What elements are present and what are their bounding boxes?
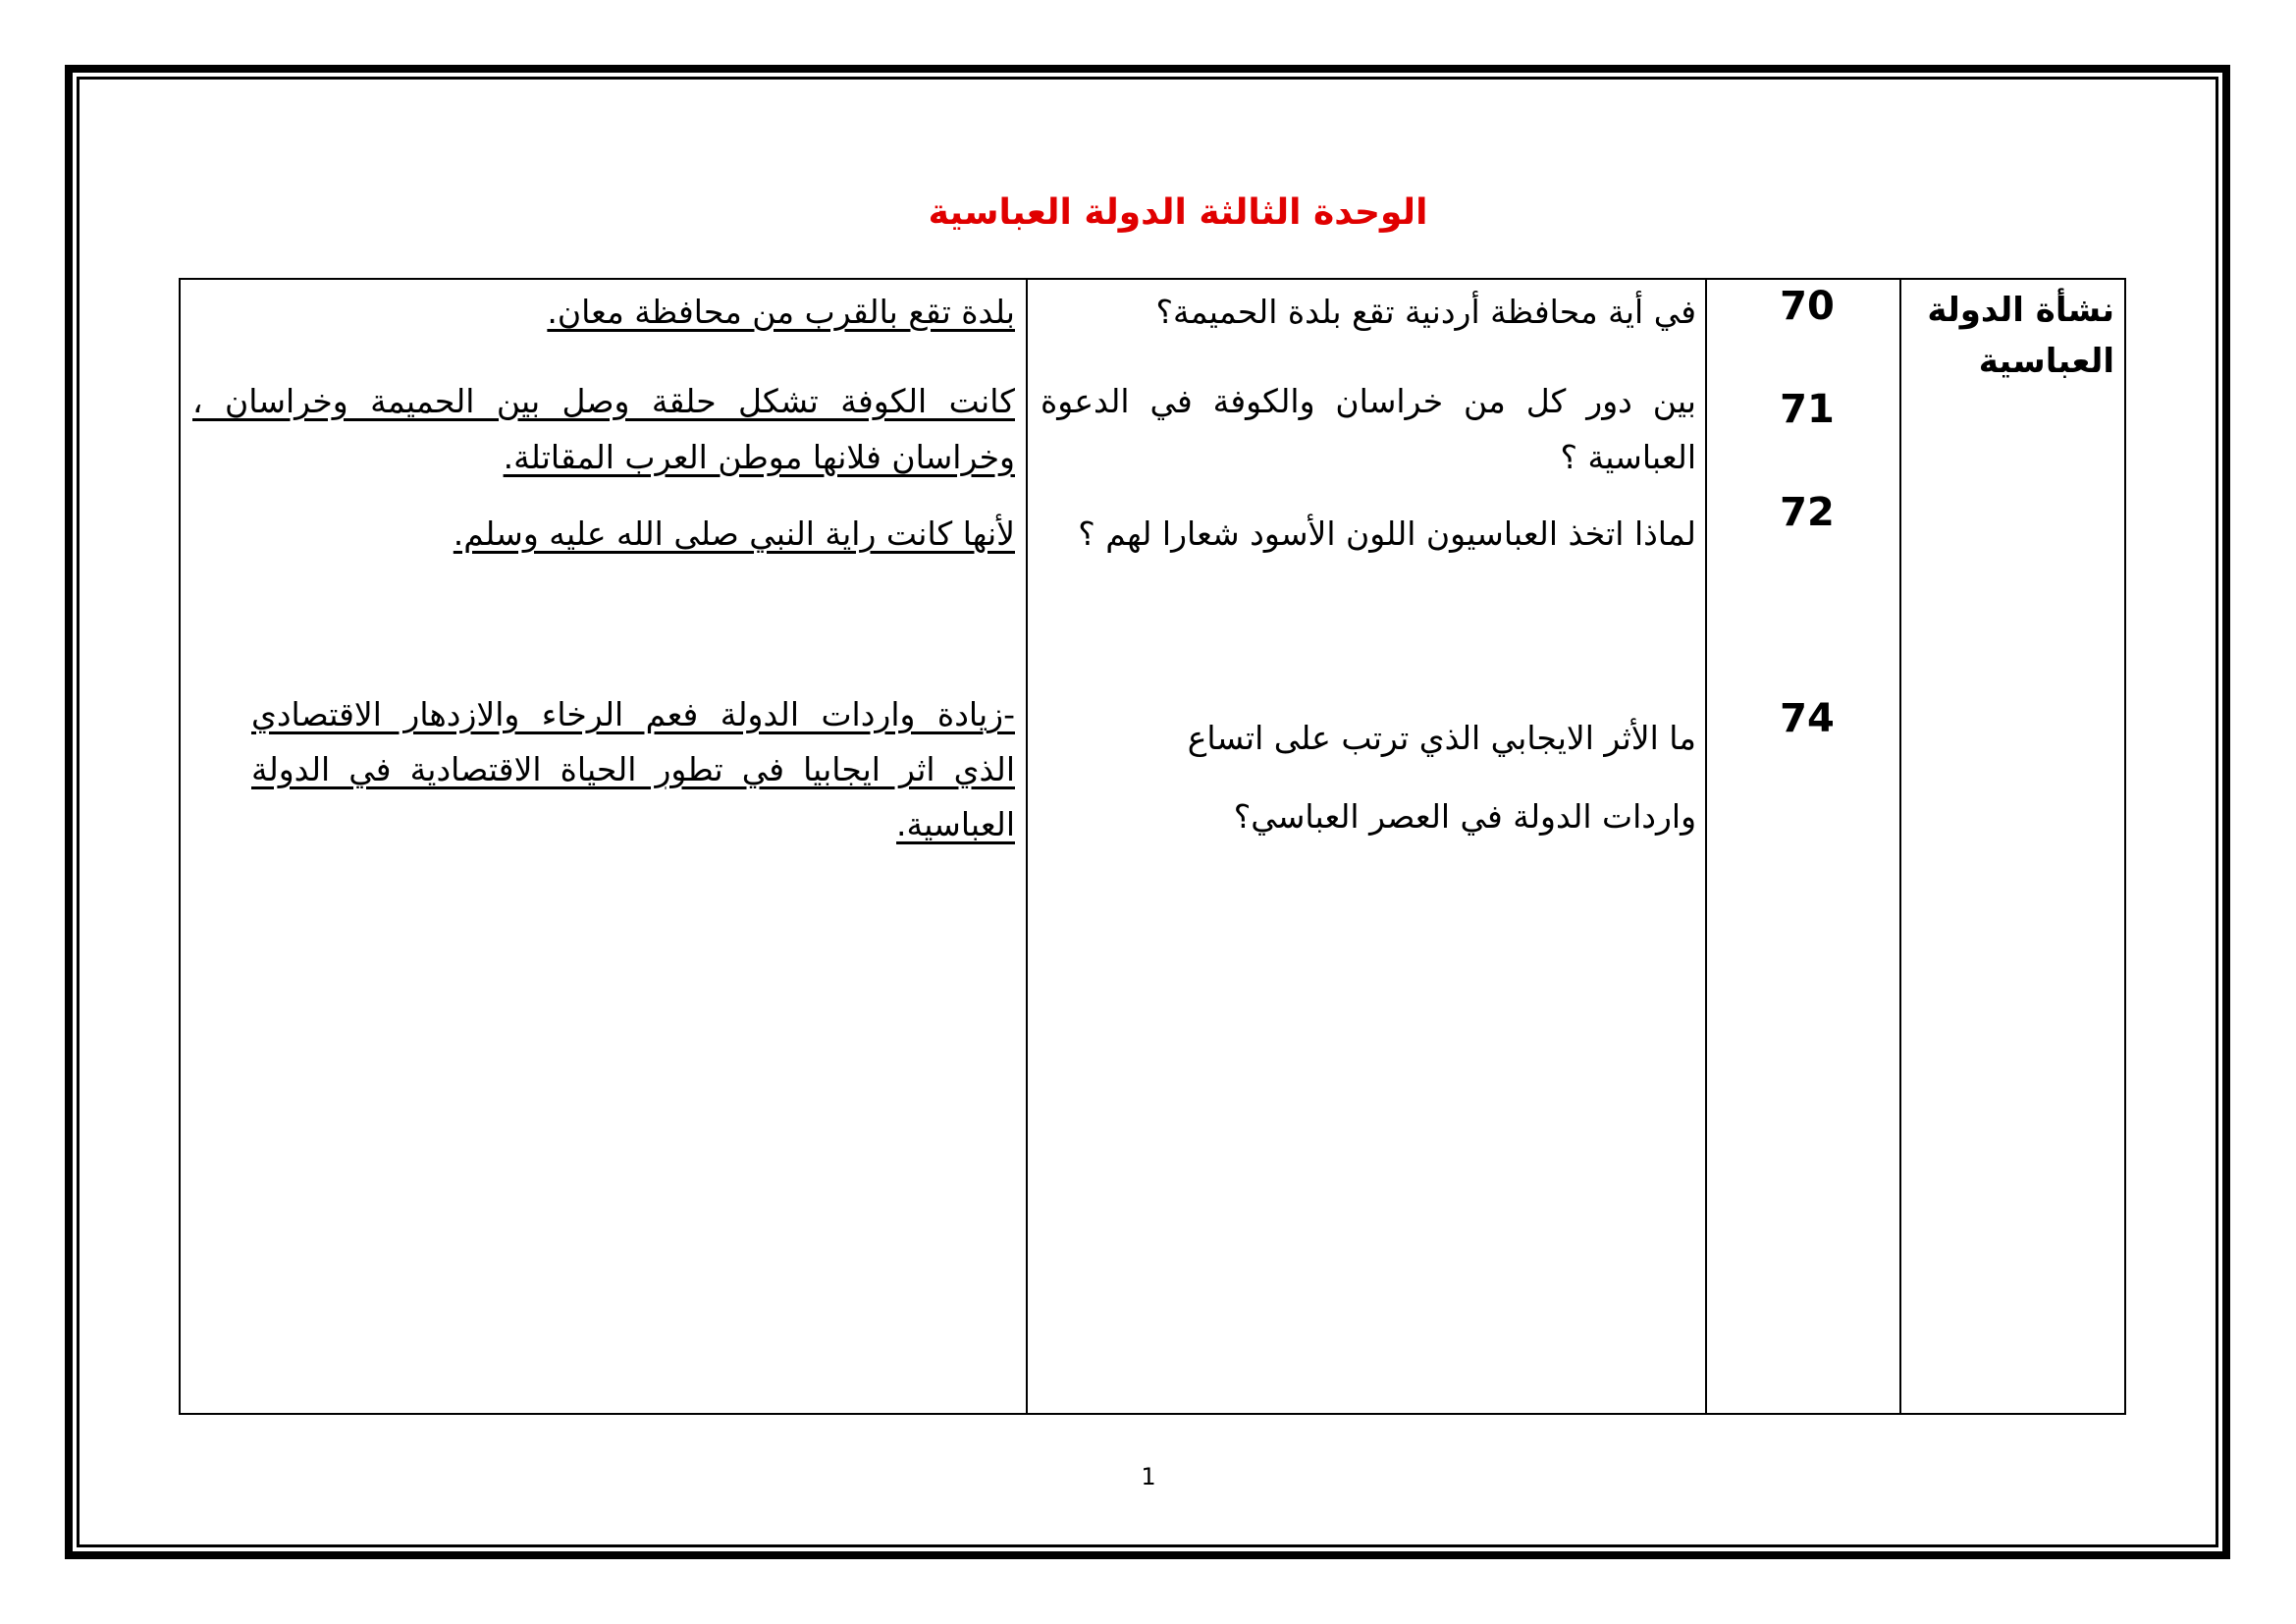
answer-text: كانت الكوفة تشكل حلقة وصل بين الحميمة وخراسان ، وخراسان فلانها موطن العرب المقاتلة. xyxy=(192,382,1015,476)
answer-text: بلدة تقع بالقرب من محافظة معان. xyxy=(547,293,1015,331)
page-title: الوحدة الثالثة الدولة العباسية xyxy=(928,192,1428,233)
column-divider xyxy=(1705,278,1707,1415)
question-number: 71 xyxy=(1780,387,1835,432)
question-text: في أية محافظة أردنية تقع بلدة الحميمة؟ xyxy=(1155,293,1696,331)
question-text: بين دور كل من خراسان والكوفة في الدعوة العباسية ؟ xyxy=(1041,382,1696,476)
column-divider xyxy=(1026,278,1028,1415)
page-number: 1 xyxy=(1141,1463,1156,1490)
question-number: 70 xyxy=(1780,284,1835,329)
answer-text: لأنها كانت راية النبي صلى الله عليه وسلم. xyxy=(453,514,1015,553)
question-number: 72 xyxy=(1780,490,1835,535)
topic-cell: نشأة الدولة العباسية xyxy=(1927,291,2114,381)
column-divider xyxy=(1899,278,1901,1415)
question-text: لماذا اتخذ العباسيون اللون الأسود شعارا لهم ؟ xyxy=(1078,514,1696,553)
question-number: 74 xyxy=(1780,696,1835,741)
question-text: ما الأثر الايجابي الذي ترتب على اتساع واردات الدولة في العصر العباسي؟ xyxy=(1187,719,1696,836)
answer-text: -زيادة واردات الدولة فعم الرخاء والازدهار الاقتصادي الذي اثر ايجابيا في تطور الحياة الاقتصادية في الدولة العباسية. xyxy=(251,695,1015,843)
